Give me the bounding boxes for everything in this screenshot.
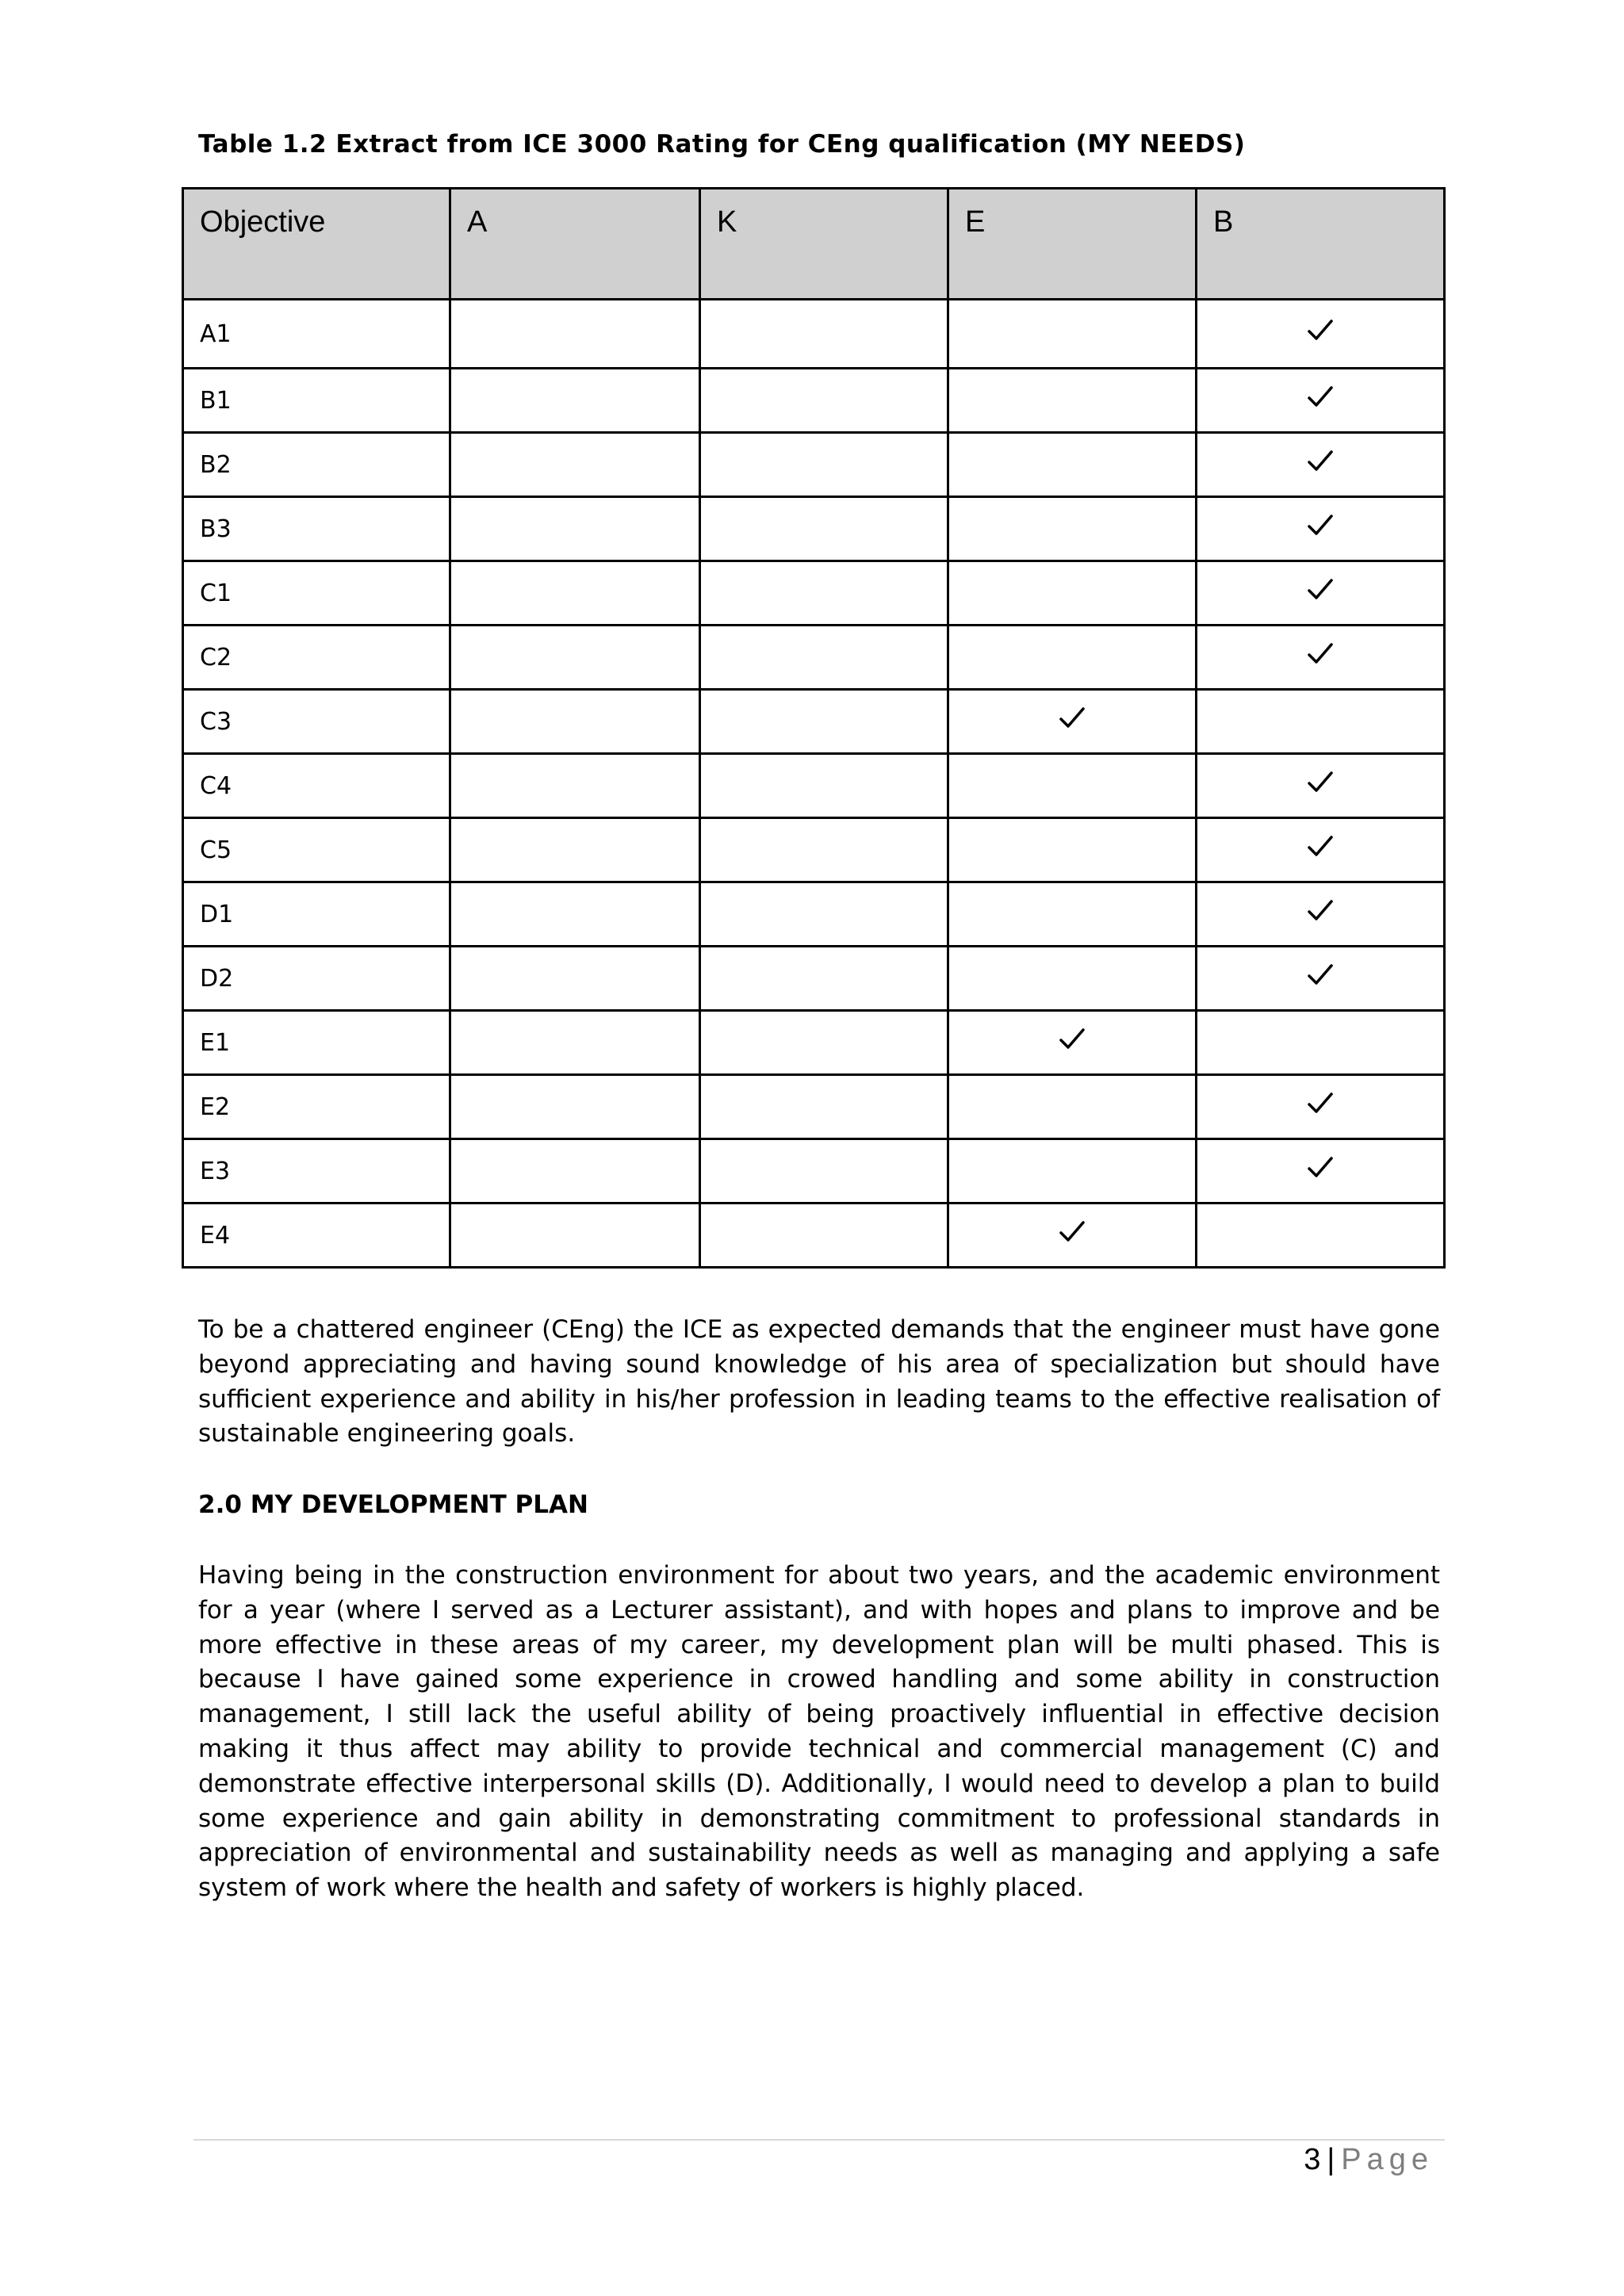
objective-cell: C5 xyxy=(183,818,450,882)
rating-cell-e xyxy=(948,1139,1197,1203)
rating-cell-k xyxy=(700,818,948,882)
rating-cell-b xyxy=(1197,433,1445,497)
rating-cell-k xyxy=(700,300,948,369)
rating-cell-a xyxy=(450,1011,700,1075)
rating-cell-b xyxy=(1197,1139,1445,1203)
section-heading: 2.0 MY DEVELOPMENT PLAN xyxy=(198,1490,588,1519)
rating-cell-e xyxy=(948,497,1197,561)
table-row xyxy=(183,561,1445,626)
objective-cell: E2 xyxy=(183,1075,450,1139)
table-row xyxy=(183,882,1445,947)
table-caption: Table 1.2 Extract from ICE 3000 Rating for CEng qualification (MY NEEDS) xyxy=(198,130,1246,159)
rating-cell-b xyxy=(1197,1075,1445,1139)
objective-cell: E4 xyxy=(183,1203,450,1268)
objective-cell: D1 xyxy=(183,882,450,947)
rating-cell-k xyxy=(700,882,948,947)
objective-cell: B2 xyxy=(183,433,450,497)
rating-cell-b xyxy=(1197,300,1445,369)
check-mark-icon xyxy=(1307,642,1334,666)
rating-cell-b xyxy=(1197,369,1445,433)
rating-cell-b xyxy=(1197,947,1445,1011)
rating-cell-a xyxy=(450,433,700,497)
rating-cell-e xyxy=(948,433,1197,497)
rating-cell-e xyxy=(948,754,1197,818)
check-mark-icon xyxy=(1307,835,1334,859)
check-mark-icon xyxy=(1307,899,1334,923)
check-mark-icon xyxy=(1059,706,1086,730)
intro-paragraph: To be a chattered engineer (CEng) the ICE as expected demands that the engineer must have gone beyond appreciating and having sound knowledge of his area of specialization but should have sufficient experience and ability in his/her profession in leading teams to the effective realisation of sustainable engineering goals. xyxy=(198,1315,1440,1448)
table-row xyxy=(183,300,1445,369)
rating-cell-k xyxy=(700,1075,948,1139)
objective-cell: B1 xyxy=(183,369,450,433)
table-body xyxy=(183,300,1445,1268)
table-row xyxy=(183,1075,1445,1139)
rating-cell-a xyxy=(450,690,700,754)
table-row xyxy=(183,690,1445,754)
table-row xyxy=(183,1203,1445,1268)
table-row xyxy=(183,497,1445,561)
objective-cell: B3 xyxy=(183,497,450,561)
check-mark-icon xyxy=(1307,514,1334,538)
rating-cell-k xyxy=(700,1203,948,1268)
header-b: B xyxy=(1197,189,1445,300)
rating-cell-e xyxy=(948,300,1197,369)
rating-cell-b xyxy=(1197,882,1445,947)
check-mark-icon xyxy=(1307,771,1334,794)
rating-cell-b xyxy=(1197,754,1445,818)
rating-cell-b xyxy=(1197,626,1445,690)
check-mark-icon xyxy=(1307,1092,1334,1115)
rating-cell-b xyxy=(1197,818,1445,882)
rating-table xyxy=(182,187,1446,1269)
development-plan-paragraph: Having being in the construction environment for about two years, and the academic environment for a year (where I served as a Lecturer assistant), and with hopes and plans to improve and be more effective in these areas of my career, my development plan will be multi phased. This is because I have gained some experience in crowed handling and some ability in construction management, I still lack the useful ability of being proactively influential in effective decision making it thus affect may ability to provide technical and commercial management (C) and demonstrate effective interpersonal skills (D). Additionally, I would need to develop a plan to build some experience and gain ability in demonstrating commitment to professional standards in appreciation of environmental and sustainability needs as well as managing and applying a safe system of work where the health and safety of workers is highly placed. xyxy=(198,1561,1440,1903)
check-mark-icon xyxy=(1307,450,1334,473)
rating-cell-a xyxy=(450,626,700,690)
rating-cell-k xyxy=(700,561,948,626)
header-k: K xyxy=(700,189,948,300)
page-label: Page xyxy=(1341,2143,1434,2176)
rating-cell-k xyxy=(700,947,948,1011)
check-mark-icon xyxy=(1307,385,1334,409)
rating-cell-e xyxy=(948,818,1197,882)
header-e: E xyxy=(948,189,1197,300)
rating-cell-k xyxy=(700,497,948,561)
rating-cell-b xyxy=(1197,690,1445,754)
check-mark-icon xyxy=(1307,578,1334,602)
objective-cell: E3 xyxy=(183,1139,450,1203)
rating-cell-e xyxy=(948,882,1197,947)
rating-cell-e xyxy=(948,369,1197,433)
table-header-row xyxy=(183,189,1445,300)
rating-cell-a xyxy=(450,882,700,947)
page-footer xyxy=(1304,2143,1434,2177)
rating-cell-a xyxy=(450,497,700,561)
rating-cell-e xyxy=(948,626,1197,690)
page-number: 3 xyxy=(1304,2143,1321,2176)
rating-cell-a xyxy=(450,369,700,433)
rating-cell-e xyxy=(948,1075,1197,1139)
objective-cell: E1 xyxy=(183,1011,450,1075)
objective-cell: C3 xyxy=(183,690,450,754)
rating-cell-a xyxy=(450,1075,700,1139)
rating-cell-k xyxy=(700,690,948,754)
rating-cell-a xyxy=(450,1203,700,1268)
rating-cell-a xyxy=(450,300,700,369)
table-row xyxy=(183,433,1445,497)
table-row xyxy=(183,1139,1445,1203)
rating-cell-k xyxy=(700,754,948,818)
table-row xyxy=(183,1011,1445,1075)
rating-cell-k xyxy=(700,433,948,497)
table-row xyxy=(183,818,1445,882)
check-mark-icon xyxy=(1059,1027,1086,1051)
table-row xyxy=(183,626,1445,690)
check-mark-icon xyxy=(1307,1156,1334,1180)
rating-cell-a xyxy=(450,561,700,626)
rating-cell-e xyxy=(948,1011,1197,1075)
check-mark-icon xyxy=(1307,963,1334,987)
check-mark-icon xyxy=(1307,319,1334,342)
table-row xyxy=(183,754,1445,818)
objective-cell: A1 xyxy=(183,300,450,369)
rating-cell-b xyxy=(1197,561,1445,626)
check-mark-icon xyxy=(1059,1220,1086,1244)
header-a: A xyxy=(450,189,700,300)
rating-cell-e xyxy=(948,690,1197,754)
rating-cell-a xyxy=(450,754,700,818)
rating-cell-b xyxy=(1197,1203,1445,1268)
rating-cell-b xyxy=(1197,1011,1445,1075)
objective-cell: C1 xyxy=(183,561,450,626)
rating-cell-e xyxy=(948,1203,1197,1268)
rating-cell-e xyxy=(948,561,1197,626)
header-objective: Objective xyxy=(183,189,450,300)
objective-cell: C2 xyxy=(183,626,450,690)
rating-cell-b xyxy=(1197,497,1445,561)
rating-cell-a xyxy=(450,1139,700,1203)
rating-cell-e xyxy=(948,947,1197,1011)
footer-separator: | xyxy=(1327,2143,1335,2176)
table-row xyxy=(183,369,1445,433)
objective-cell: C4 xyxy=(183,754,450,818)
rating-cell-k xyxy=(700,1139,948,1203)
table-row xyxy=(183,947,1445,1011)
rating-cell-k xyxy=(700,1011,948,1075)
rating-cell-a xyxy=(450,818,700,882)
rating-cell-k xyxy=(700,626,948,690)
objective-cell: D2 xyxy=(183,947,450,1011)
rating-cell-a xyxy=(450,947,700,1011)
rating-cell-k xyxy=(700,369,948,433)
footer-divider xyxy=(193,2139,1445,2141)
